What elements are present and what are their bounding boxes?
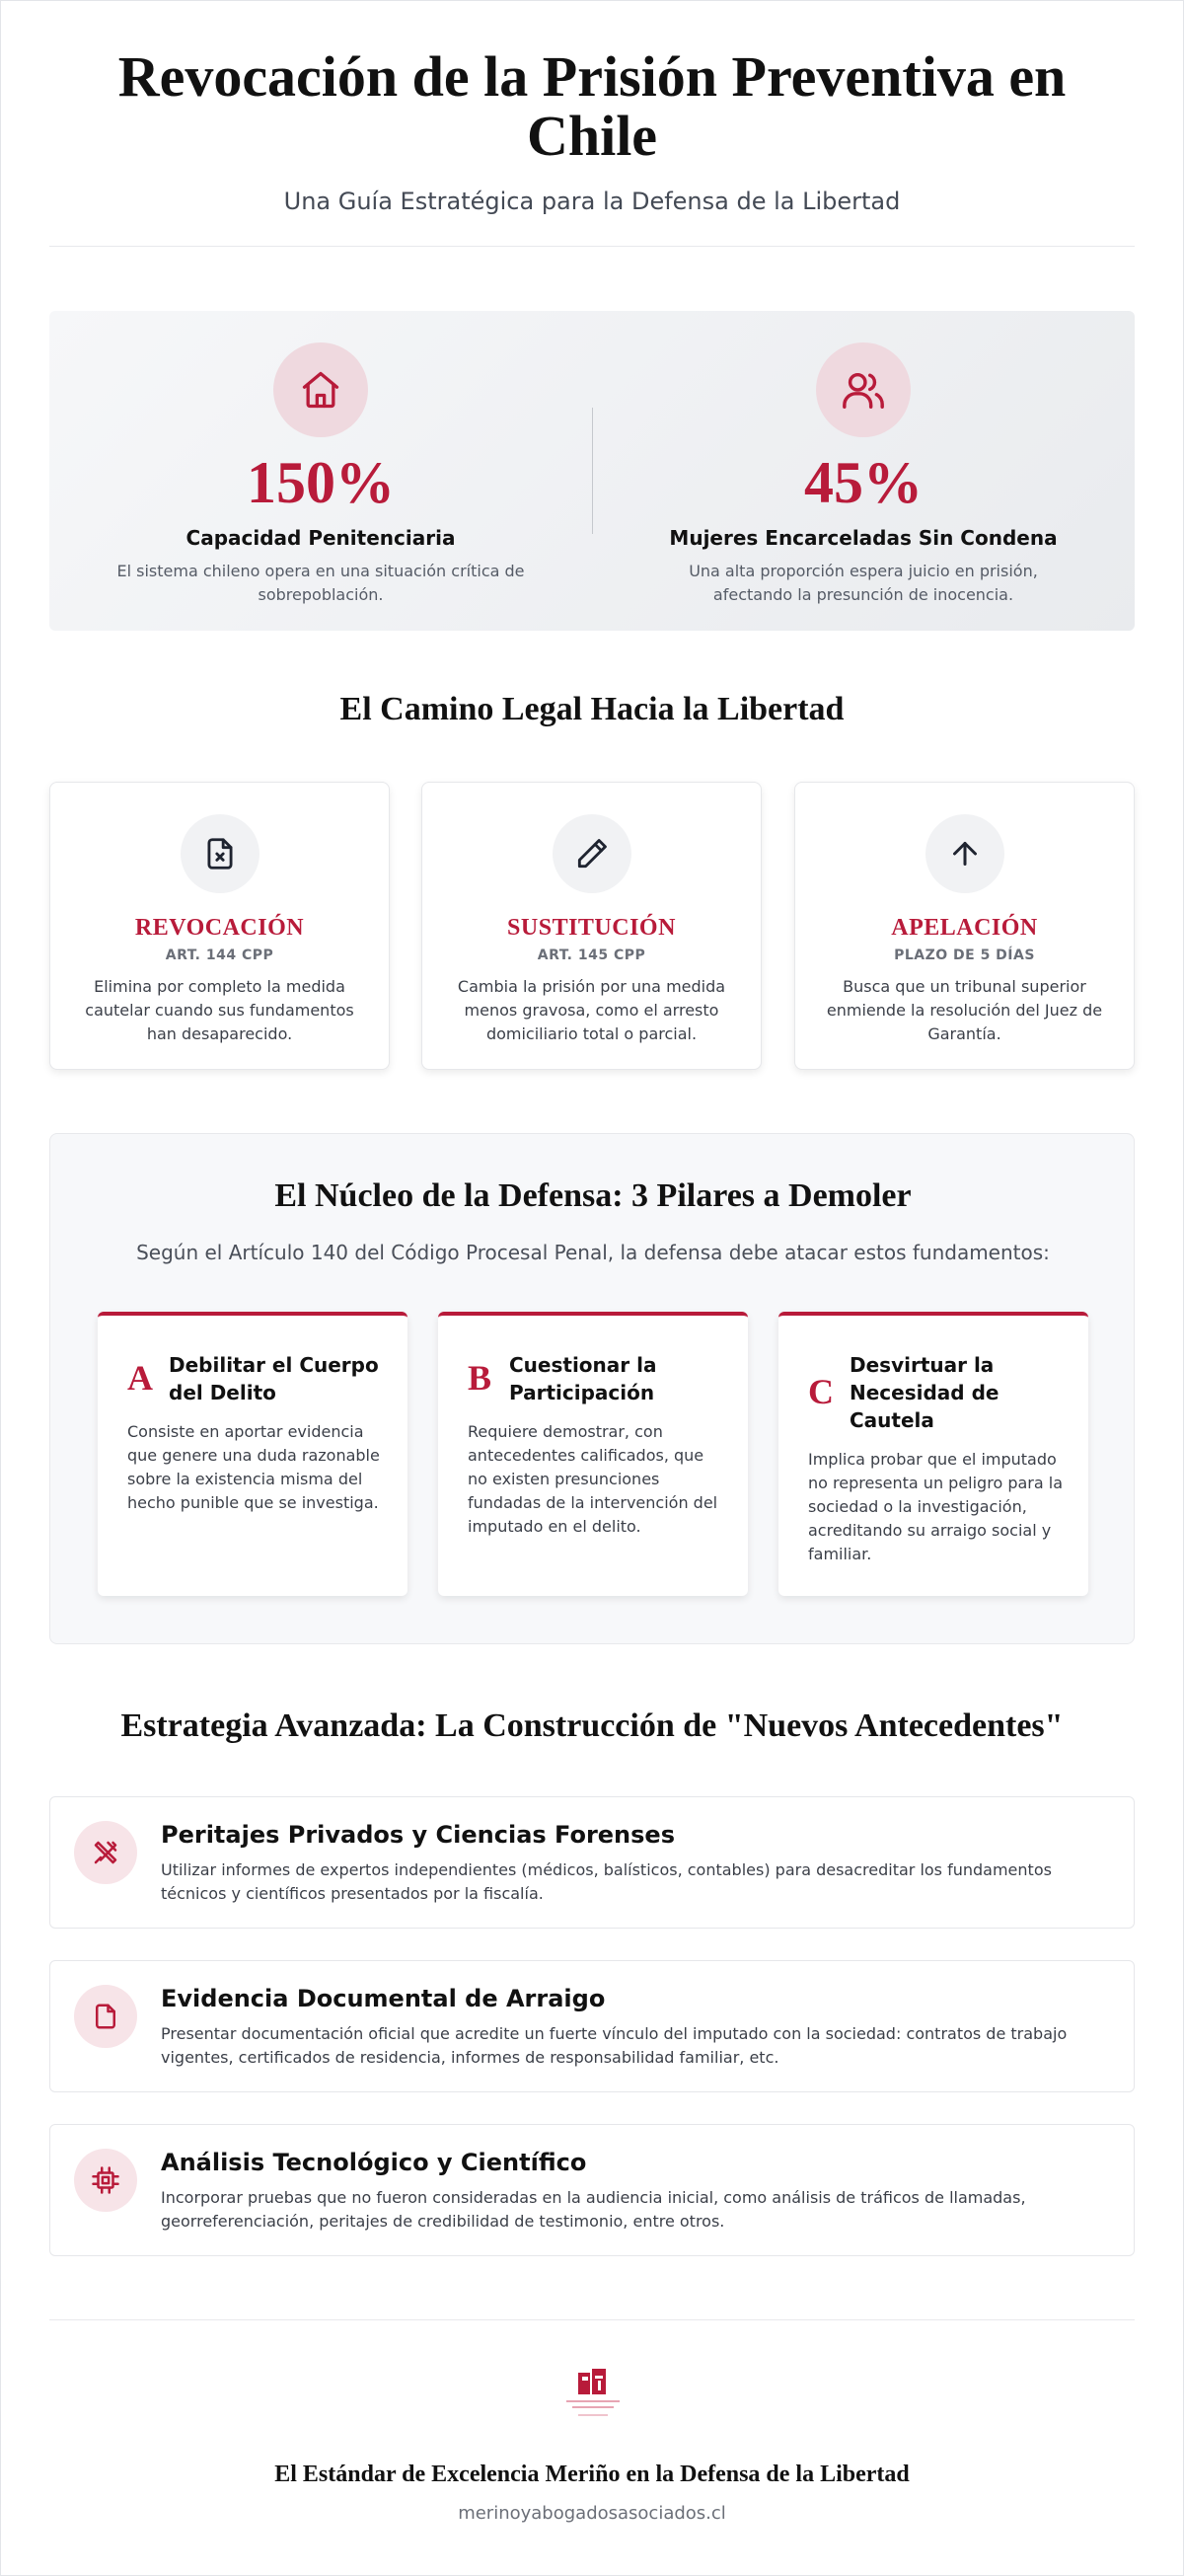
pillar-title: Cuestionar la Participación bbox=[509, 1353, 657, 1404]
strategy-title: Peritajes Privados y Ciencias Forenses bbox=[161, 1821, 675, 1849]
pillar-letter: C bbox=[808, 1372, 834, 1411]
section-title-pillars: El Núcleo de la Defensa: 3 Pilares a Demoler bbox=[274, 1177, 912, 1214]
pillar-letter: B bbox=[468, 1358, 492, 1398]
stat-value: 150% bbox=[247, 450, 395, 515]
strategy-description: Incorporar pruebas que no fueron consideradas en la audiencia inicial, como análisis de tráficos de llamadas, georreferenciación, peritajes de credibilidad de testimonio, entre otros. bbox=[161, 2188, 1026, 2231]
card-title: APELACIÓN bbox=[891, 915, 1038, 941]
stat-label: Mujeres Encarceladas Sin Condena bbox=[669, 526, 1058, 550]
pillar-letter: A bbox=[127, 1358, 153, 1398]
stat-description: El sistema chileno opera en una situación crítica de sobrepoblación. bbox=[116, 562, 525, 604]
pillar-text: Consiste en aportar evidencia que genere una duda razonable sobre la existencia misma del hecho punible que se investiga. bbox=[127, 1422, 380, 1512]
pillar-title: Desvirtuar la Necesidad de Cautela bbox=[850, 1353, 999, 1432]
stats-panel bbox=[49, 311, 1135, 631]
strategy-description: Utilizar informes de expertos independientes (médicos, balísticos, contables) para desacreditar los fundamentos técnicos y científicos presentados por la fiscalía. bbox=[161, 1860, 1052, 1903]
strategy-title: Análisis Tecnológico y Científico bbox=[161, 2149, 587, 2176]
pillar-text: Implica probar que el imputado no representa un peligro para la sociedad o la investigación, acreditando su arraigo social y familiar. bbox=[808, 1450, 1063, 1563]
footer-tagline: El Estándar de Excelencia Meriño en la Defensa de la Libertad bbox=[274, 2462, 910, 2487]
divider bbox=[49, 246, 1135, 247]
card-description: Cambia la prisión por una medida menos gravosa, como el arresto domiciliario total o parcial. bbox=[457, 977, 726, 1043]
card-revocacion bbox=[49, 782, 390, 1070]
pillar-text: Requiere demostrar, con antecedentes calificados, que no existen presunciones fundadas de la intervención del imputado en el delito. bbox=[468, 1422, 718, 1536]
card-subtitle: ART. 144 CPP bbox=[165, 947, 274, 963]
section-title-legal-path: El Camino Legal Hacia la Libertad bbox=[339, 691, 845, 727]
chip-icon bbox=[74, 2149, 137, 2212]
pillars-panel bbox=[49, 1133, 1135, 1644]
stat-description: Una alta proporción espera juicio en prisión, afectando la presunción de inocencia. bbox=[689, 562, 1038, 604]
card-subtitle: ART. 145 CPP bbox=[537, 947, 646, 963]
tools-icon bbox=[74, 1821, 137, 1884]
stat-capacity bbox=[49, 342, 592, 607]
strategy-item-technology bbox=[49, 2124, 1135, 2256]
arrow-up-icon bbox=[925, 814, 1004, 893]
pillar-c bbox=[778, 1312, 1088, 1596]
card-title: REVOCACIÓN bbox=[134, 915, 305, 941]
firm-logo bbox=[562, 2367, 624, 2428]
card-title: SUSTITUCIÓN bbox=[507, 915, 676, 941]
section-title-strategy: Estrategia Avanzada: La Construcción de "Nuevos Antecedentes" bbox=[120, 1707, 1064, 1744]
stat-value: 45% bbox=[804, 450, 923, 515]
strategy-description: Presentar documentación oficial que acredite un fuerte vínculo del imputado con la sociedad: contratos de trabajo vigentes, certificados de residencia, informes de responsabilidad familiar, etc. bbox=[161, 2024, 1068, 2067]
strategy-item-documents bbox=[49, 1960, 1135, 2092]
file-x-icon bbox=[181, 814, 259, 893]
card-subtitle: PLAZO DE 5 DÍAS bbox=[894, 947, 1035, 963]
pillars-subtitle: Según el Artículo 140 del Código Procesal Penal, la defensa debe atacar estos fundamentos: bbox=[136, 1241, 1050, 1264]
pillar-title: Debilitar el Cuerpo del Delito bbox=[169, 1353, 379, 1404]
footer-website-link[interactable]: merinoyabogadosasociados.cl bbox=[458, 2503, 726, 2524]
users-icon bbox=[816, 342, 911, 437]
pencil-icon bbox=[553, 814, 631, 893]
page-subtitle: Una Guía Estratégica para la Defensa de la Libertad bbox=[283, 188, 901, 215]
strategy-title: Evidencia Documental de Arraigo bbox=[161, 1985, 606, 2012]
pillar-b bbox=[438, 1312, 748, 1596]
stat-women bbox=[592, 342, 1135, 607]
strategy-item-forensics bbox=[49, 1796, 1135, 1929]
divider bbox=[49, 2319, 1135, 2320]
card-sustitucion bbox=[421, 782, 762, 1070]
page-title: Revocación de la Prisión Preventiva en Chile bbox=[117, 44, 1067, 168]
card-apelacion bbox=[794, 782, 1135, 1070]
card-description: Busca que un tribunal superior enmiende la resolución del Juez de Garantía. bbox=[826, 977, 1103, 1043]
header bbox=[49, 44, 1135, 215]
house-icon bbox=[273, 342, 368, 437]
stat-label: Capacidad Penitenciaria bbox=[185, 526, 456, 550]
pillar-a bbox=[98, 1312, 407, 1596]
document-icon bbox=[74, 1985, 137, 2048]
card-description: Elimina por completo la medida cautelar cuando sus fundamentos han desaparecido. bbox=[85, 977, 354, 1043]
